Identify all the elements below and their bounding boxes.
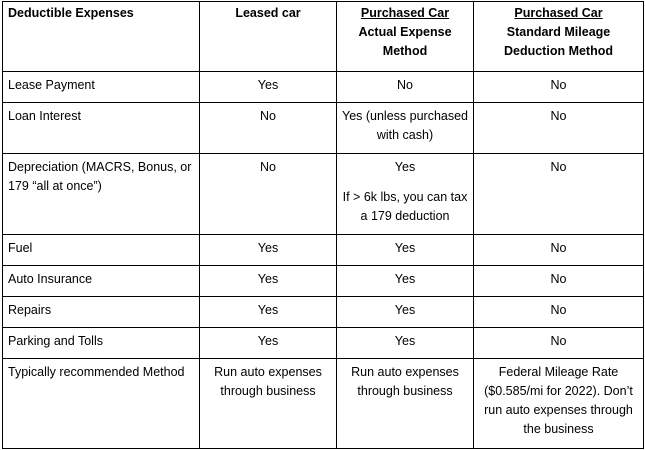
table-row [3, 103, 644, 154]
row-standard-value: No [474, 154, 644, 235]
row-standard-value: No [474, 72, 644, 103]
table-row [3, 328, 644, 359]
header-purchased-standard [474, 2, 644, 72]
header-deductible-expenses: Deductible Expenses [3, 2, 200, 72]
header-purchased-actual [337, 2, 474, 72]
row-leased-value: Yes [200, 266, 337, 297]
table-row [3, 154, 644, 235]
row-standard-value: No [474, 235, 644, 266]
row-actual-value [337, 154, 474, 235]
row-leased-value: Yes [200, 235, 337, 266]
header-leased-car: Leased car [200, 2, 337, 72]
header-actual-expense-method: Actual Expense Method [358, 25, 452, 58]
row-leased-value: Run auto expenses through business [200, 359, 337, 449]
row-actual-value: No [337, 72, 474, 103]
row-leased-value: No [200, 103, 337, 154]
row-leased-value: No [200, 154, 337, 235]
table-row [3, 266, 644, 297]
row-expense-label: Parking and Tolls [3, 328, 200, 359]
header-row [3, 2, 644, 72]
row-actual-value: Yes (unless purchased with cash) [337, 103, 474, 154]
row-expense-label: Lease Payment [3, 72, 200, 103]
table-row [3, 359, 644, 449]
row-actual-value: Yes [337, 266, 474, 297]
row-leased-value: Yes [200, 328, 337, 359]
row-leased-value: Yes [200, 297, 337, 328]
row-standard-value: No [474, 297, 644, 328]
table-row [3, 235, 644, 266]
row-actual-value: Yes [337, 235, 474, 266]
row-leased-value: Yes [200, 72, 337, 103]
row-actual-value: Run auto expenses through business [337, 359, 474, 449]
row-standard-value: No [474, 103, 644, 154]
header-standard-mileage-method: Standard Mileage Deduction Method [503, 25, 613, 58]
row-expense-label: Depreciation (MACRS, Bonus, or 179 “all at once”) [3, 154, 200, 235]
row-expense-label: Auto Insurance [3, 266, 200, 297]
row-expense-label: Loan Interest [3, 103, 200, 154]
row-expense-label: Fuel [3, 235, 200, 266]
row-standard-value: No [474, 266, 644, 297]
row-actual-value: Yes [337, 297, 474, 328]
row-expense-label: Typically recommended Method [3, 359, 200, 449]
header-purchased-car-underlined: Purchased Car [360, 6, 450, 20]
row-actual-value: Yes [337, 328, 474, 359]
row-standard-value: Federal Mileage Rate ($0.585/mi for 2022). Don’t run auto expenses through the business [474, 359, 644, 449]
deductible-expenses-table [2, 1, 644, 449]
table-row [3, 297, 644, 328]
table-row [3, 72, 644, 103]
row-standard-value: No [474, 328, 644, 359]
row-actual-note: If > 6k lbs, you can tax a 179 deduction [342, 190, 468, 223]
row-actual-yes: Yes [394, 160, 416, 174]
row-expense-label: Repairs [3, 297, 200, 328]
header-purchased-car-underlined: Purchased Car [514, 6, 603, 20]
